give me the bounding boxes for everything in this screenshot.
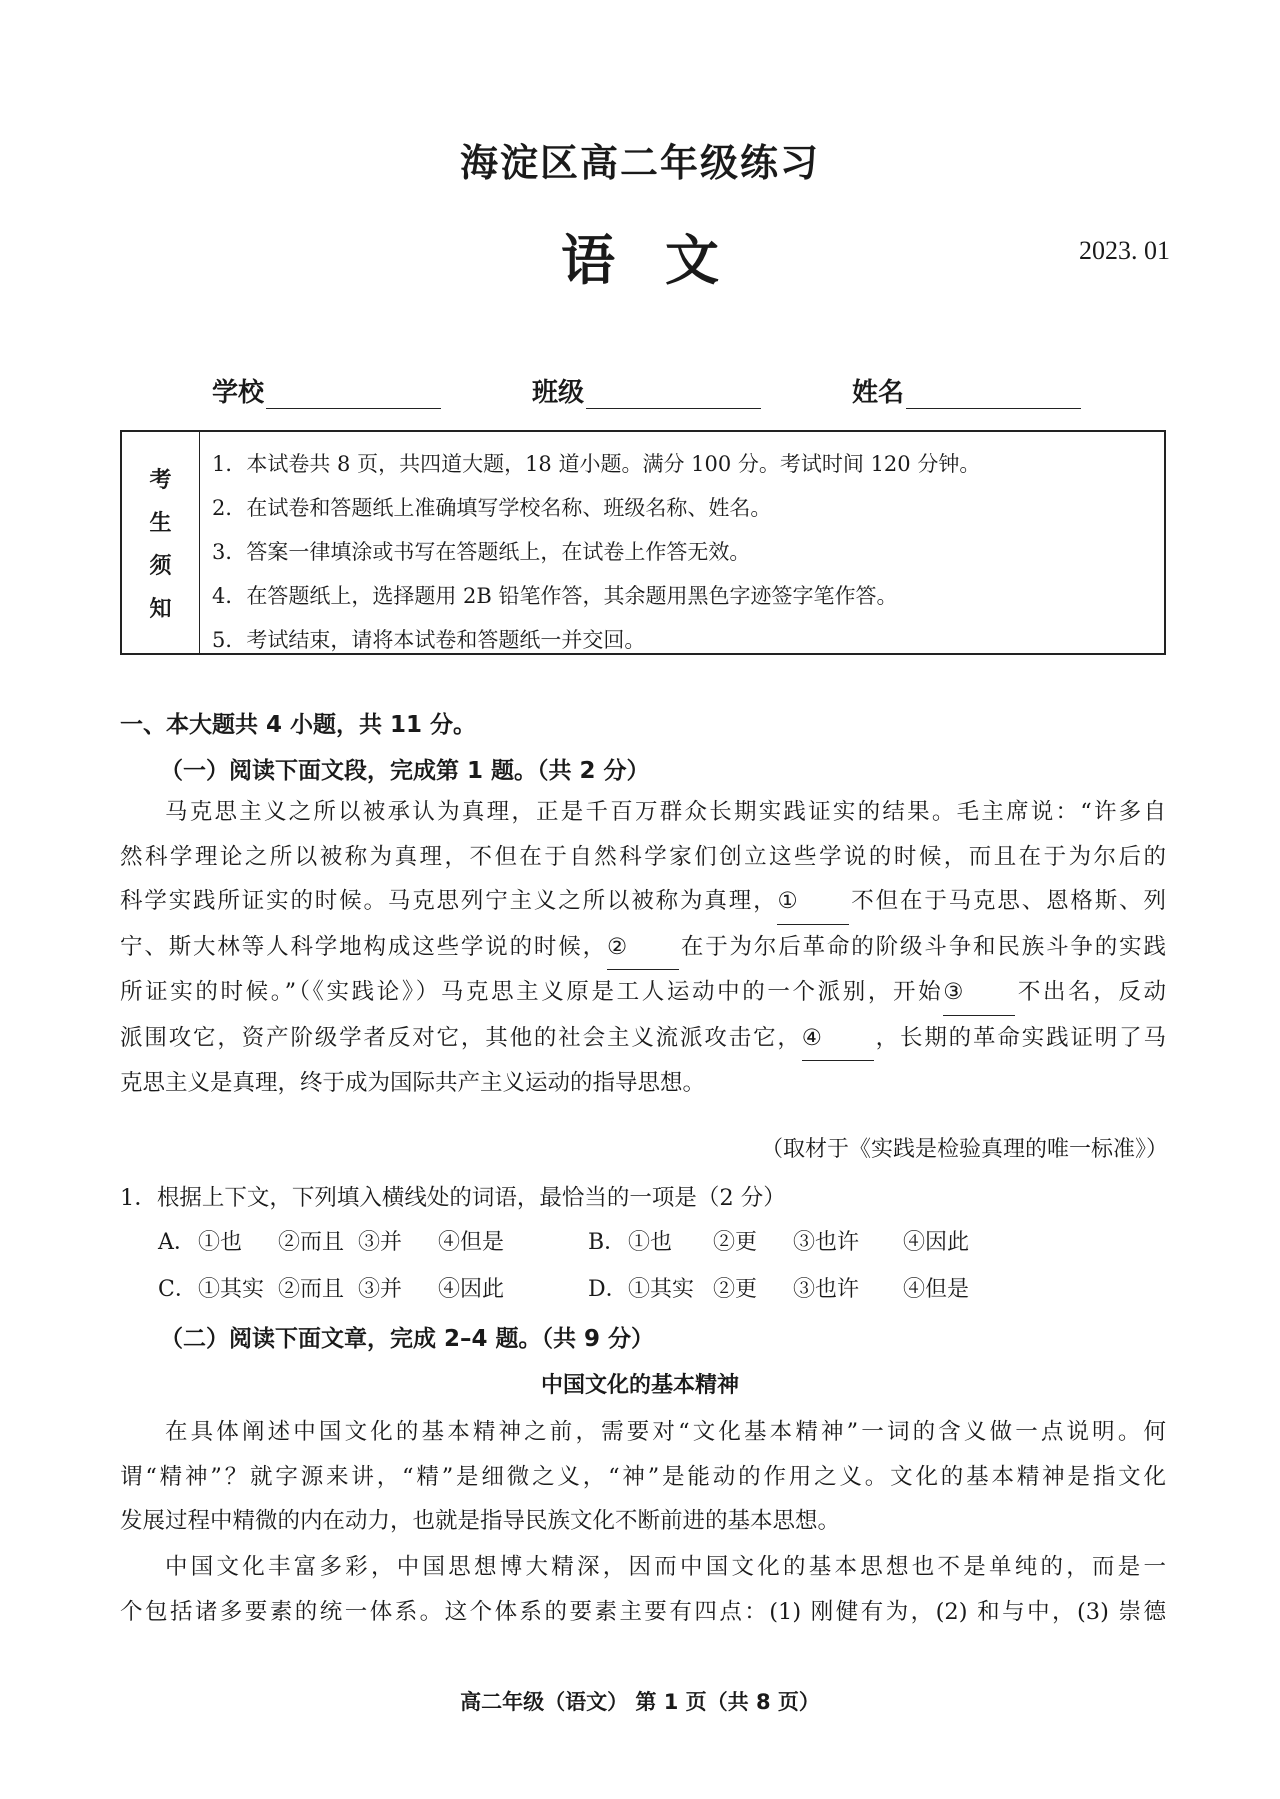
option-a-word: ④但是 [438,1230,505,1255]
option-a-word: ③并 [358,1230,403,1255]
school-blank [266,379,441,409]
option-b-letter: B． [588,1230,627,1255]
article-line: 发展过程中精微的内在动力，也就是指导民族文化不断前进的基本思想。 [120,1508,841,1534]
passage-line [120,970,1166,1016]
exam-notice-box [120,430,1166,655]
option-d-word: ②更 [713,1277,758,1302]
part1-heading: （一）阅读下面文段，完成第 1 题。（共 2 分） [160,758,650,784]
option-d-word: ①其实 [628,1277,695,1302]
passage-line: 克思主义是真理，终于成为国际共产主义运动的指导思想。 [120,1070,706,1096]
blank-2: ② [607,925,679,971]
notice-item: 5．考试结束，请将本试卷和答题纸一并交回。 [212,628,646,652]
notice-label-char: 生 [149,510,172,536]
name-label: 姓名 [852,378,905,408]
passage-text: 宁、斯大林等人科学地构成这些学说的时候， [120,933,607,960]
article-line: 个包括诸多要素的统一体系。这个体系的要素主要有四点：(1) 刚健有为，(2) 和与中，(3) 崇德 [120,1598,1166,1625]
article-title: 中国文化的基本精神 [540,1373,739,1398]
option-c-word: ①其实 [198,1277,265,1302]
passage-line [120,1016,1166,1062]
article-line: 在具体阐述中国文化的基本精神之前，需要对“文化基本精神”一词的含义做一点说明。何 [165,1419,1166,1445]
passage-line: 然科学理论之所以被称为真理，不但在于自然科学家们创立这些学说的时候，而且在于为尔后的 [120,843,1166,870]
passage-text: 不但在于马克思、恩格斯、列 [849,888,1166,914]
option-b-word: ②更 [713,1230,758,1255]
exam-title: 海淀区高二年级练习 [459,140,820,185]
article-paragraph-2 [120,1545,1166,1634]
passage-text: 不出名，反动 [1015,979,1166,1005]
passage-line: 马克思主义之所以被承认为真理，正是千百万群众长期实践证实的结果。毛主席说：“许多自 [165,799,1166,825]
notice-item: 3．答案一律填涂或书写在答题纸上，在试卷上作答无效。 [212,540,751,564]
blank-4: ④ [802,1016,874,1062]
option-c-word: ④因此 [438,1277,505,1302]
option-a-word: ②而且 [278,1230,345,1255]
name-field [852,372,1081,409]
passage-line [120,925,1166,971]
article-line: 中国文化丰富多彩，中国思想博大精深，因而中国文化的基本思想也不是单纯的，而是一 [165,1554,1166,1580]
passage-text: 派围攻它，资产阶级学者反对它，其他的社会主义流派攻击它， [120,1024,802,1051]
option-d-letter: D． [588,1277,628,1302]
class-blank [586,379,761,409]
class-field [532,372,761,409]
name-blank [906,379,1081,409]
notice-label-char: 知 [149,596,172,622]
option-a-word: ①也 [198,1230,243,1255]
passage-source: （取材于《实践是检验真理的唯一标准》） [760,1137,1168,1162]
notice-label-char: 考 [149,467,172,493]
passage-line [120,879,1166,925]
subject-title: 语文 [561,228,769,292]
passage-text: 所证实的时候。”（《实践论》）马克思主义原是工人运动中的一个派别，开始 [120,979,944,1005]
part2-heading: （二）阅读下面文章，完成 2–4 题。（共 9 分） [160,1326,655,1352]
options-row-ab [158,1225,993,1256]
option-c-letter: C． [158,1277,197,1302]
notice-label-char: 须 [149,553,172,579]
passage-text: 科学实践所证实的时候。马克思列宁主义之所以被称为真理， [120,888,778,914]
school-field [212,372,441,409]
blank-1: ① [777,879,849,925]
option-d-word: ③也许 [793,1277,860,1302]
notice-items [200,432,980,653]
option-c-word: ②而且 [278,1277,345,1302]
passage-1 [120,790,1166,1106]
notice-item: 1．本试卷共 8 页，共四道大题，18 道小题。满分 100 分。考试时间 120 分钟。 [212,452,981,476]
class-label: 班级 [532,378,585,408]
question-1: 1．根据上下文，下列填入横线处的词语，最恰当的一项是（2 分） [120,1185,786,1211]
option-d-word: ④但是 [903,1277,970,1302]
page-footer: 高二年级（语文） 第 1 页（共 8 页） [460,1690,820,1714]
passage-text: 在于为尔后革命的阶级斗争和民族斗争的实践 [679,933,1166,960]
options-row-cd [158,1272,993,1303]
notice-label [122,432,200,653]
article-line: 谓“精神”？就字源来讲，“精”是细微之义，“神”是能动的作用之义。文化的基本精神是指文化 [120,1463,1166,1490]
option-a-letter: A． [158,1230,196,1255]
school-label: 学校 [212,378,265,408]
section-heading: 一、本大题共 4 小题，共 11 分。 [120,712,477,738]
passage-text: ，长期的革命实践证明了马 [873,1024,1166,1051]
option-b-word: ①也 [628,1230,673,1255]
option-b-word: ③也许 [793,1230,860,1255]
option-b-word: ④因此 [903,1230,970,1255]
exam-date: 2023. 01 [1079,236,1170,265]
option-c-word: ③并 [358,1277,403,1302]
notice-item: 2．在试卷和答题纸上准确填写学校名称、班级名称、姓名。 [212,496,772,520]
notice-item: 4．在答题纸上，选择题用 2B 铅笔作答，其余题用黑色字迹签字笔作答。 [212,584,898,608]
blank-3: ③ [943,970,1015,1016]
article-paragraph-1 [120,1410,1166,1544]
